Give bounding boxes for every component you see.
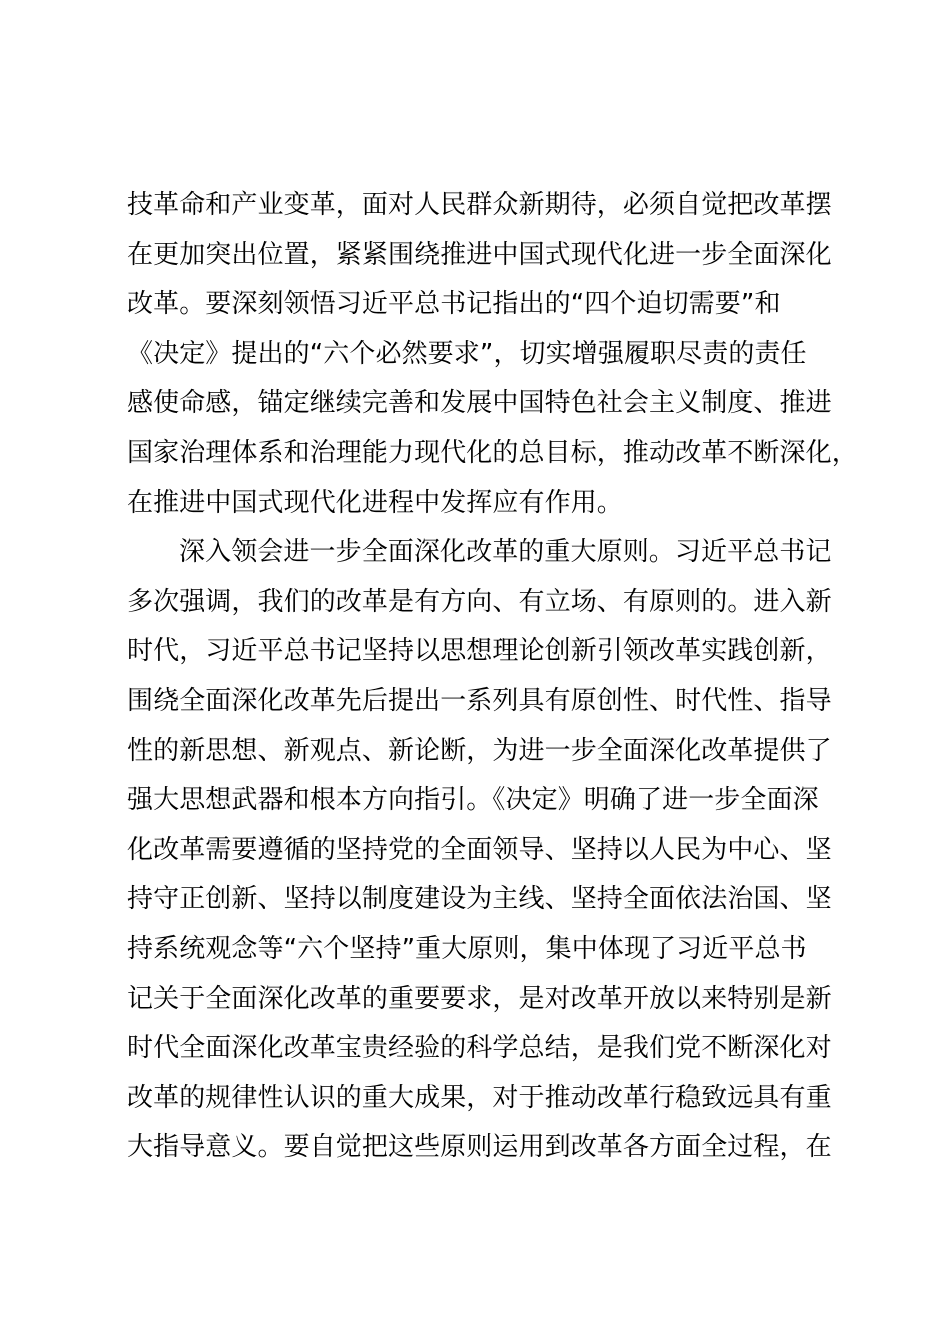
text-line: 《决定》提出的“六个必然要求”，切实增强履职尽责的责任 [127, 338, 807, 369]
text-line: 记关于全面深化改革的重要要求，是对改革开放以来特别是新 [127, 983, 832, 1014]
text-line: 在更加突出位置，紧紧围绕推进中国式现代化进一步全面深化 [127, 239, 832, 270]
text-line: 改革的规律性认识的重大成果，对于推动改革行稳致远具有重 [127, 1082, 832, 1113]
text-line: 技革命和产业变革，面对人民群众新期待，必须自觉把改革摆 [127, 190, 832, 220]
text-line: 时代全面深化改革宝贵经验的科学总结，是我们党不断深化对 [127, 1033, 832, 1064]
paragraph-principles [127, 528, 862, 1173]
paragraph-continued [127, 181, 862, 528]
text-line: 强大思想武器和根本方向指引。《决定》明确了进一步全面深 [127, 785, 819, 816]
text-line: 化改革需要遵循的坚持党的全面领导、坚持以人民为中心、坚 [127, 834, 832, 865]
text-line: 持守正创新、坚持以制度建设为主线、坚持全面依法治国、坚 [127, 884, 832, 915]
text-line: 时代，习近平总书记坚持以思想理论创新引领改革实践创新， [127, 636, 832, 667]
text-line: 国家治理体系和治理能力现代化的总目标，推动改革不断深化， [127, 437, 858, 468]
text-line: 多次强调，我们的改革是有方向、有立场、有原则的。进入新 [127, 586, 832, 617]
text-line: 性的新思想、新观点、新论断，为进一步全面深化改革提供了 [127, 735, 832, 766]
text-line: 感使命感，锚定继续完善和发展中国特色社会主义制度、推进 [127, 388, 832, 419]
text-line: 围绕全面深化改革先后提出一系列具有原创性、时代性、指导 [127, 685, 832, 716]
text-line: 在推进中国式现代化进程中发挥应有作用。 [127, 487, 623, 518]
text-line: 持系统观念等“六个坚持”重大原则，集中体现了习近平总书 [127, 933, 807, 964]
text-line-first: 深入领会进一步全面深化改革的重大原则。习近平总书记 [179, 537, 832, 568]
text-line: 大指导意义。要自觉把这些原则运用到改革各方面全过程，在 [127, 1132, 832, 1163]
text-line: 改革。要深刻领悟习近平总书记指出的“四个迫切需要”和 [127, 289, 781, 320]
document-body [127, 181, 862, 1173]
